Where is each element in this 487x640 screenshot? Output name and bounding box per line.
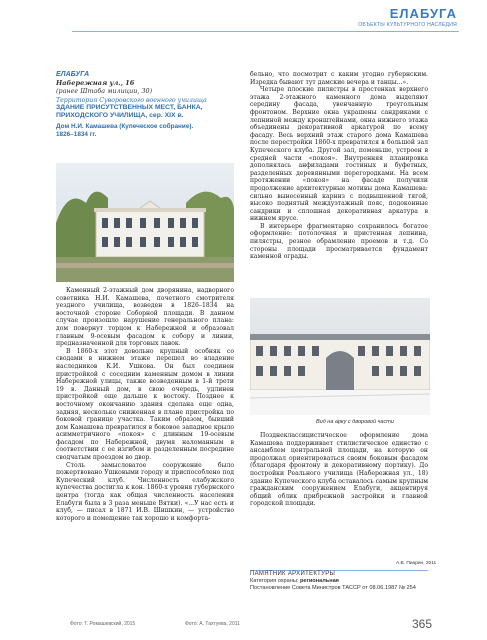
protection-category bbox=[250, 578, 416, 585]
author-signature: А.В. Пиарин, 2011 bbox=[396, 561, 437, 566]
entry-house-line2: 1826–1834 гг. bbox=[56, 131, 97, 139]
entry-city: ЕЛАБУГА bbox=[56, 71, 90, 78]
left-paragraph-1: Каменный 2-этажный дом дворянина, надворного советника Н.И. Камашева, почетного смотрителя уездного училища, возведен в 1826–1834 на восточной стороне Соборной площади. В данном случае произошло нарушение генерального плана: дом повернут торцом к Набережной и образовал главным 9-осевым фасадом к собору и линии, предназначенной для торговых лавок. bbox=[56, 287, 234, 348]
building-photo-main-image bbox=[56, 163, 234, 282]
left-column bbox=[56, 71, 234, 139]
header-rule bbox=[72, 31, 459, 32]
protection-category-label: Категория охраны: bbox=[250, 578, 299, 584]
header-title: ЕЛАБУГА bbox=[389, 6, 457, 21]
left-paragraph-3: Столь замысловатое сооружение было пожертвовано Ушковыми городу и приспособлено под Купеческий клуб. Численность елабужского купечества достигла к кон. 1860-х уровня губернского центра (тогда как общая численность населения Елабуги была в 3 раза меньше Вятки). «...У нас есть и клуб, — писал в 1871 И.В. Шишкин, — устройство которого и помещение так хорошо и комфорта- bbox=[56, 461, 234, 522]
photo-credit-right: Фото: А. Тахтуева, 2011 bbox=[185, 621, 240, 627]
header-subtitle: ОБЪЕКТЫ КУЛЬТУРНОГО НАСЛЕДИЯ bbox=[358, 22, 457, 28]
right-paragraph-1: бельно, что посмотрит с каким угодно губернским. Изредка бывают тут дамские вечера и танцы...». bbox=[250, 71, 428, 86]
entry-address: Набережная ул., 16 bbox=[56, 78, 135, 87]
entry-name-line1: ЗДАНИЕ ПРИСУТСТВЕННЫХ МЕСТ, БАНКА, bbox=[56, 104, 203, 112]
left-body bbox=[56, 287, 234, 522]
monument-type: ПАМЯТНИК АРХИТЕКТУРЫ bbox=[250, 571, 336, 577]
entry-house-line1: Дом Н.И. Камашева (Купеческое собрание). bbox=[56, 123, 194, 131]
protection-decree: Постановление Совета Министров ТАССР от 08.06.1987 № 254 bbox=[250, 585, 416, 591]
entry-territory: Территория Суворовского военного училища bbox=[56, 96, 207, 104]
right-paragraph-3: В интерьере фрагментарно сохранилось богатое оформление: потолочная и пристенная лепнина, пилястры, резное обрамление проемов и т.д. Со стороны площади просматривается фундамент каменной ограды. bbox=[250, 222, 428, 261]
right-paragraph-2: Четыре плоские пилястры в простенках верхнего этажа 2-этажного каменного дома выделяют середину фасада, увенчанную треугольным фронтоном. Верхние окна украшены сандриками с лепниной между кронштейнами, окна нижнего этажа объединены декоративной аркатурой по всему фасаду. Весь верхний этаж старого дома Камашева после перестройки 1860-х превратился в большой зал Купеческого клуба. Другой зал, поменьше, устроен в средней части «покоя». Внутренняя планировка дополнялась анфиладами гостиных и буфетных, разделенных деревянными перегородками. На всем протяжении «покоя» на фасаде получили продолжение архитектурные мотивы дома Камашева: сильно вынесенный карниз с подвышенной тягой, высоко поднятый междуэтажный пояс, подоконные сандрики и сплошная декоративная аркатура в нижнем ярусе. bbox=[250, 86, 428, 223]
monument-status bbox=[250, 571, 416, 592]
building-photo-main bbox=[56, 163, 234, 282]
arch-photo bbox=[250, 298, 430, 415]
page-number: 365 bbox=[412, 617, 433, 631]
right-column-top bbox=[250, 71, 428, 261]
entry-former-address: (ранее Штаба милиции, 30) bbox=[56, 86, 153, 95]
protection-category-value: региональная bbox=[300, 578, 339, 584]
entry-name-line2: ПРИХОДСКОГО УЧИЛИЩА, сер. XIX в. bbox=[56, 112, 184, 120]
right-paragraph-4: Позднеклассицистическое оформление дома Камашева поддерживает стилистическое единство с ансамблем центральной площади, на которую он продолжал ориентироваться своим боковым фасадом (благодаря фронтону и декоративному портику). До постройки Реального училища (Набережная ул., 18) здание Купеческого клуба оставалось самым крупным гражданским сооружением Елабуги, акцентируя общий облик прибрежной застройки и главной городской площади. bbox=[250, 432, 428, 508]
left-paragraph-2: В 1860-х этот довольно крупный особняк со сводами в нижнем этаже перешел во владение наследников К.И. Ушкова. Он был соединен пристройкой с соседним каменным домом в линии Набережной улицы, также возведенным в 1-й трети 19 в. Данный дом, в свою очередь, удлинен пристройкой еще дальше к востоку. Позднее к восточному окончанию здания сделана еще одна, задняя, несколько сниженная в плане пристройка по боковой границе участка. Таким образом, бывший дом Камашева превратился в боковое западное крыло асимметричного «покоя» с длинным 19-осевым фасадом по Набережной, двумя наломанным в соответствии с ее изгибом и разделенным посредине сводчатым проездом во двор. bbox=[56, 347, 234, 462]
right-column-bottom bbox=[250, 432, 428, 508]
photo-credit-left: Фото: Т. Ромашевский, 2015 bbox=[70, 621, 136, 627]
arch-photo-image bbox=[250, 298, 430, 415]
photo-caption: Вид на арку с дворовой части bbox=[316, 419, 394, 425]
